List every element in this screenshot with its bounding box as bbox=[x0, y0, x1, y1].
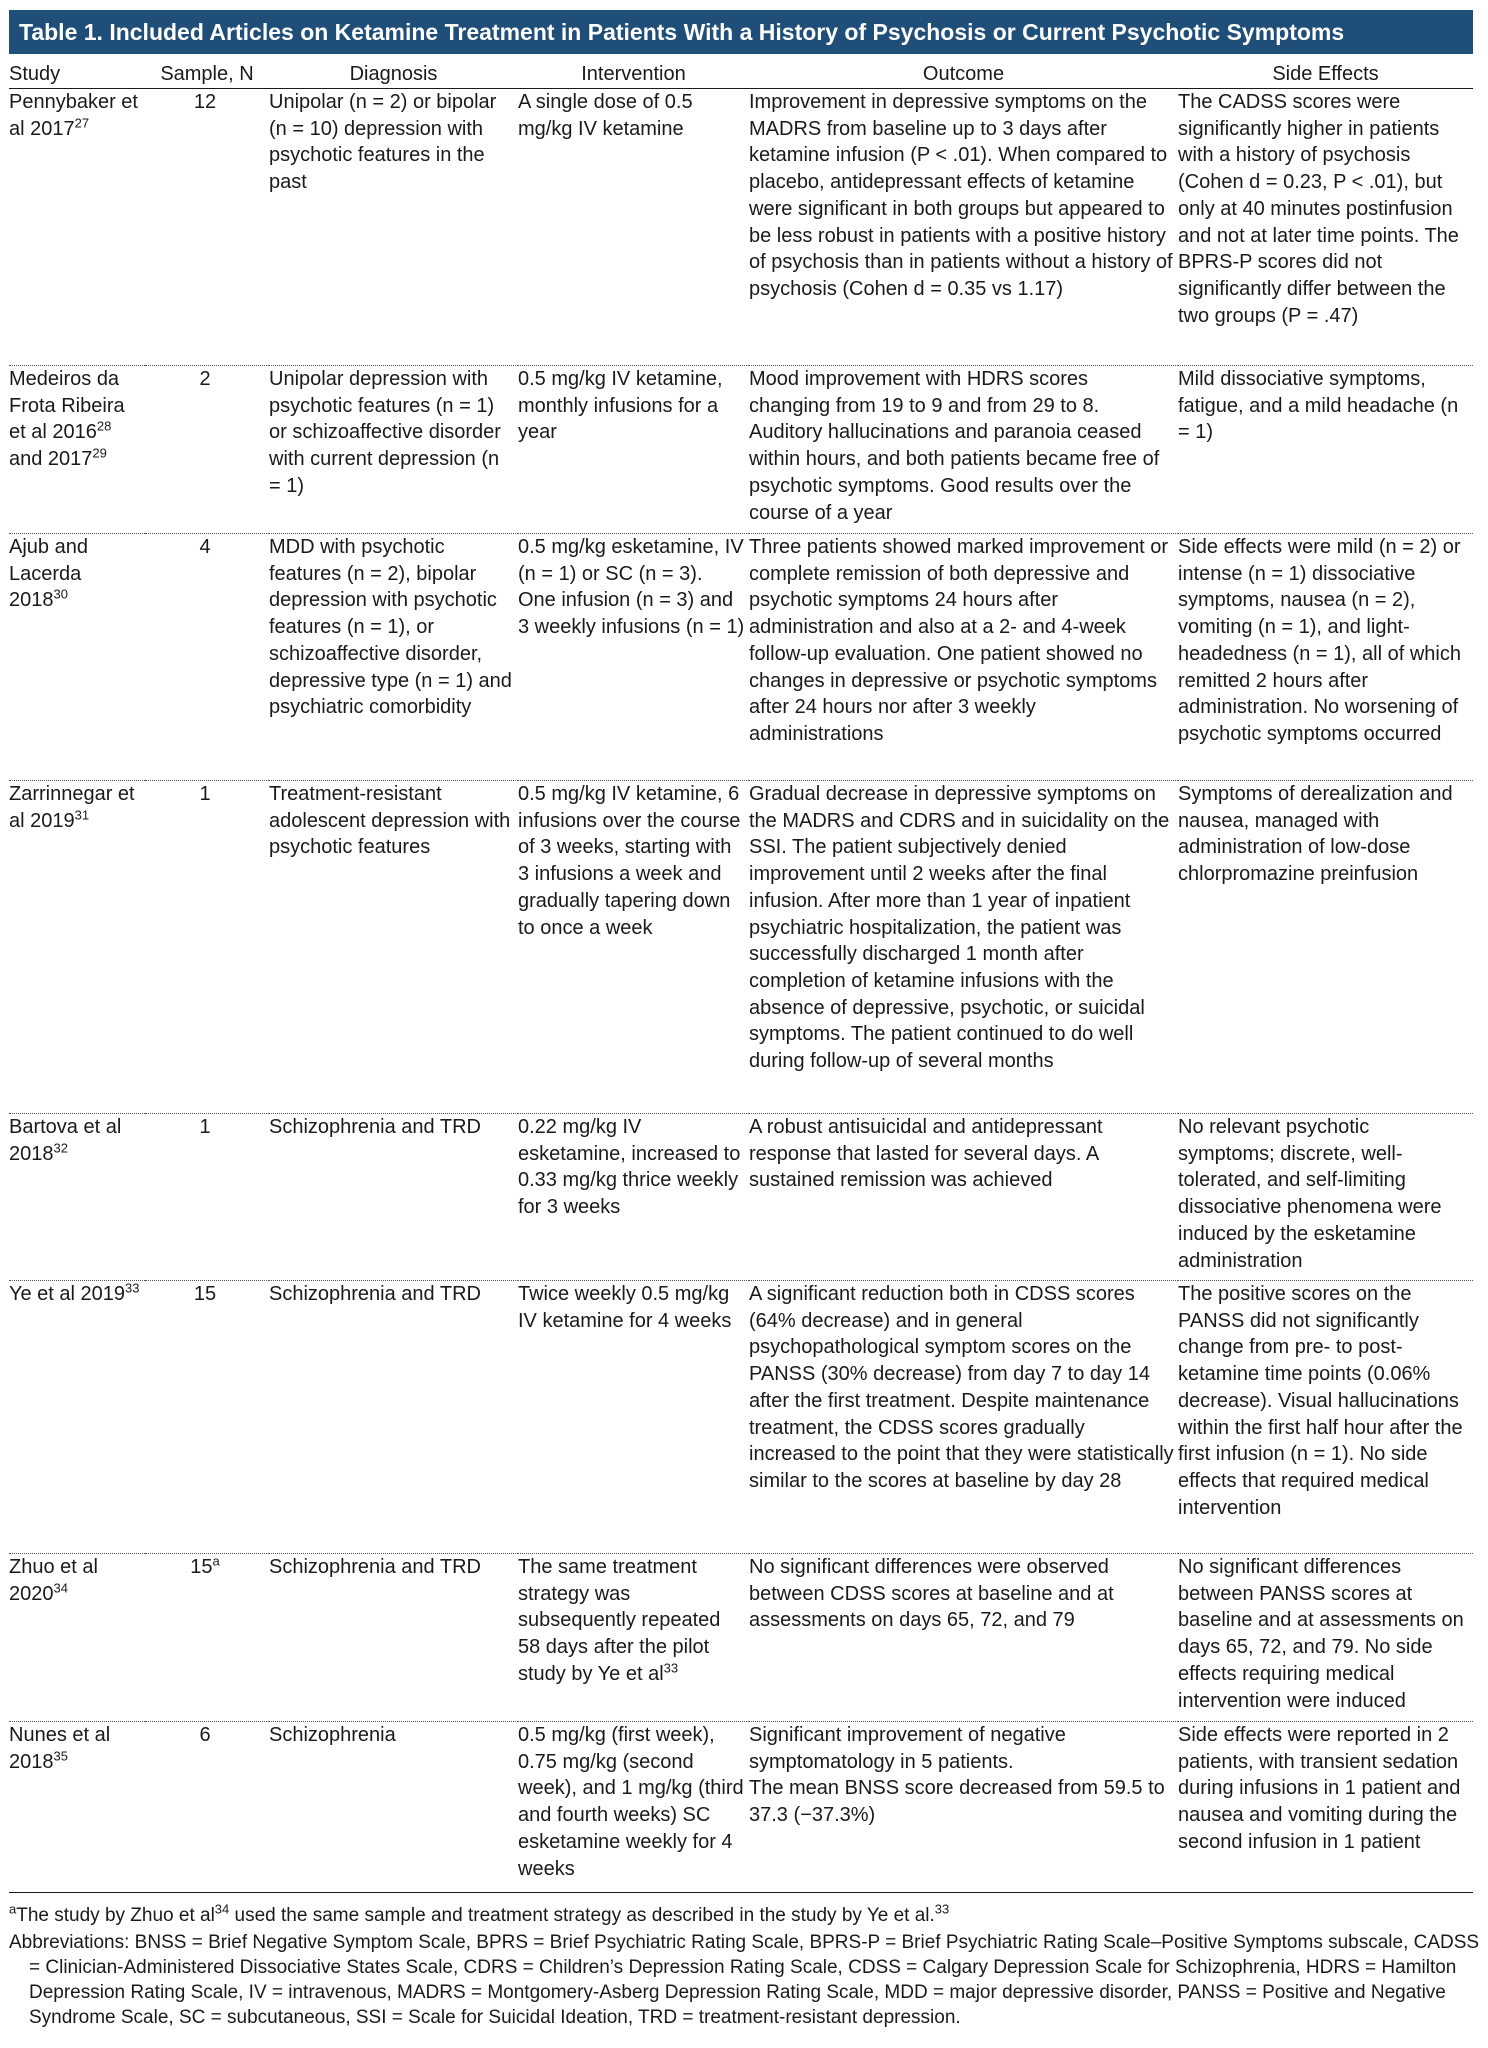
side-effects-cell: No relevant psychotic symptoms; discrete, well-tolerated, and self-limiting dissociative phenomena were induced by the esketamine administration bbox=[1178, 1114, 1473, 1281]
footnote-text-continued: used the same sample and treatment strategy as described in the study by Ye et al. bbox=[229, 1905, 935, 1926]
intervention-cell: 0.5 mg/kg IV ketamine, monthly infusions for a year bbox=[518, 366, 749, 534]
side-effects-cell: Side effects were mild (n = 2) or intense (n = 1) dissociative symptoms, nausea (n = 2), vomiting (n = 1), and light-headedness (n = 1), all of which remitted 2 hours after administration. No worsening of psychotic symptoms occurred bbox=[1178, 534, 1473, 781]
study-text: Zhuo et al 2020 bbox=[9, 1556, 98, 1605]
sample-cell bbox=[145, 1281, 269, 1554]
header-row bbox=[9, 60, 1473, 89]
study-cell bbox=[9, 89, 145, 366]
reference-number: 28 bbox=[96, 418, 112, 434]
intervention-cell: 0.22 mg/kg IV esketamine, increased to 0.33 mg/kg thrice weekly for 3 weeks bbox=[518, 1114, 749, 1281]
sample-cell bbox=[145, 1722, 269, 1893]
footnote-marker: a bbox=[9, 1901, 17, 1917]
sample-text: 6 bbox=[199, 1724, 211, 1746]
intervention-cell: 0.5 mg/kg (first week), 0.75 mg/kg (second week), and 1 mg/kg (third and fourth weeks) SC esketamine weekly for 4 weeks bbox=[518, 1722, 749, 1893]
study-text: Nunes et al 2018 bbox=[9, 1724, 111, 1773]
side-effects-cell: Side effects were reported in 2 patients, with transient sedation during infusions in 1 patient and nausea and vomiting during the second infusion in 1 patient bbox=[1178, 1722, 1473, 1893]
column-header-outcome: Outcome bbox=[749, 60, 1178, 89]
reference-number: 33 bbox=[934, 1901, 950, 1917]
diagnosis-cell: MDD with psychotic features (n = 2), bipolar depression with psychotic features (n = 1), or schizoaffective disorder, depressive type (n = 1) and psychiatric comorbidity bbox=[269, 534, 518, 781]
table-row bbox=[9, 1114, 1473, 1281]
reference-number: 35 bbox=[53, 1748, 68, 1764]
diagnosis-cell: Unipolar (n = 2) or bipolar (n = 10) depression with psychotic features in the past bbox=[269, 89, 518, 366]
intervention-cell: Twice weekly 0.5 mg/kg IV ketamine for 4 weeks bbox=[518, 1281, 749, 1554]
sample-cell bbox=[145, 781, 269, 1114]
table-title: Table 1. Included Articles on Ketamine Treatment in Patients With a History of Psychosis or Current Psychotic Symptoms bbox=[9, 10, 1473, 54]
outcome-cell: Three patients showed marked improvement or complete remission of both depressive and psychotic symptoms 24 hours after administration and also at a 2- and 4-week follow-up evaluation. One patient showed no changes in depressive or psychotic symptoms after 24 hours nor after 3 weekly administrations bbox=[749, 534, 1178, 781]
side-effects-cell: The CADSS scores were significantly higher in patients with a history of psychosis (Cohen d = 0.23, P < .01), but only at 40 minutes postinfusion and not at later time points. The BPRS-P scores did not significantly differ between the two groups (P = .47) bbox=[1178, 89, 1473, 366]
sample-text: 15 bbox=[193, 1283, 217, 1305]
abbreviations-note: Abbreviations: BNSS = Brief Negative Symptom Scale, BPRS = Brief Psychiatric Rating Scale, BPRS-P = Brief Psychiatric Rating Scale–Positive Symptoms subscale, CADSS = Clinician-Administered Dissociative States Scale, CDRS = Children’s Depression Rating Scale, CDSS = Calgary Depression Scale for Schizophrenia, HDRS = Hamilton Depression Rating Scale, IV = intravenous, MADRS = Montgomery-Asberg Depression Rating Scale, MDD = major depressive disorder, PANSS = Positive and Negative Syndrome Scale, SC = subcutaneous, SSI = Scale for Suicidal Ideation, TRD = treatment-resistant depression. bbox=[9, 1932, 1480, 2028]
study-text: Ajub and Lacerda 2018 bbox=[9, 536, 88, 612]
outcome-cell: Improvement in depressive symptoms on the MADRS from baseline up to 3 days after ketamine infusion (P < .01). When compared to placebo, antidepressant effects of ketamine were significant in both groups but appeared to be less robust in patients with a positive history of psychosis than in patients without a history of psychosis (Cohen d = 0.35 vs 1.17) bbox=[749, 89, 1178, 366]
side-effects-cell: Mild dissociative symptoms, fatigue, and a mild headache (n = 1) bbox=[1178, 366, 1473, 534]
reference-number: 34 bbox=[214, 1901, 230, 1917]
study-cell bbox=[9, 1114, 145, 1281]
diagnosis-cell: Schizophrenia and TRD bbox=[269, 1114, 518, 1281]
outcome-cell: Mood improvement with HDRS scores changing from 19 to 9 and from 29 to 8. Auditory hallucinations and paranoia ceased within hours, and both patients became free of psychotic symptoms. Good results over the course of a year bbox=[749, 366, 1178, 534]
side-effects-cell: No significant differences between PANSS scores at baseline and at assessments on days 65, 72, and 79. No side effects requiring medical intervention were induced bbox=[1178, 1554, 1473, 1722]
study-cell bbox=[9, 366, 145, 534]
study-cell bbox=[9, 1281, 145, 1554]
intervention-text: The same treatment strategy was subsequently repeated 58 days after the pilot study by Ye et al bbox=[518, 1556, 721, 1685]
diagnosis-cell: Treatment-resistant adolescent depression with psychotic features bbox=[269, 781, 518, 1114]
sample-text: 4 bbox=[199, 536, 211, 558]
articles-table bbox=[9, 60, 1473, 1893]
sample-text: 15 bbox=[190, 1556, 213, 1578]
outcome-cell: A robust antisuicidal and antidepressant response that lasted for several days. A sustained remission was achieved bbox=[749, 1114, 1178, 1281]
reference-number: 34 bbox=[53, 1580, 68, 1596]
study-cell bbox=[9, 1722, 145, 1893]
outcome-cell: No significant differences were observed between CDSS scores at baseline and at assessments on days 65, 72, and 79 bbox=[749, 1554, 1178, 1722]
sample-cell bbox=[145, 534, 269, 781]
study-text-continued: and 2017 bbox=[9, 448, 93, 471]
intervention-cell bbox=[518, 1554, 749, 1722]
reference-number: 29 bbox=[92, 445, 107, 461]
sample-cell bbox=[145, 1114, 269, 1281]
table-row bbox=[9, 1554, 1473, 1722]
diagnosis-cell: Schizophrenia and TRD bbox=[269, 1554, 518, 1722]
intervention-cell: A single dose of 0.5 mg/kg IV ketamine bbox=[518, 89, 749, 366]
table-row bbox=[9, 781, 1473, 1114]
study-cell bbox=[9, 534, 145, 781]
sample-cell bbox=[145, 366, 269, 534]
sample-cell bbox=[145, 89, 269, 366]
column-header-study: Study bbox=[9, 60, 145, 89]
study-cell bbox=[9, 1554, 145, 1722]
table-row bbox=[9, 89, 1473, 366]
table-row bbox=[9, 1722, 1473, 1893]
sample-text: 2 bbox=[199, 368, 211, 390]
reference-number: 32 bbox=[53, 1140, 68, 1156]
study-cell bbox=[9, 781, 145, 1114]
study-text: Bartova et al 2018 bbox=[9, 1116, 122, 1165]
column-header-intervention: Intervention bbox=[518, 60, 749, 89]
reference-number: 27 bbox=[74, 115, 90, 131]
sample-text: 12 bbox=[193, 91, 217, 113]
intervention-cell: 0.5 mg/kg IV ketamine, 6 infusions over the course of 3 weeks, starting with 3 infusions a week and gradually tapering down to once a week bbox=[518, 781, 749, 1114]
sample-text: 1 bbox=[199, 783, 211, 805]
reference-number: 31 bbox=[74, 807, 90, 823]
table-row bbox=[9, 366, 1473, 534]
study-text: Ye et al 2019 bbox=[9, 1283, 126, 1305]
sample-cell bbox=[145, 1554, 269, 1722]
study-text: Zarrinnegar et al 2019 bbox=[9, 783, 135, 832]
sample-text: 1 bbox=[199, 1116, 211, 1138]
intervention-cell: 0.5 mg/kg esketamine, IV (n = 1) or SC (n = 3). One infusion (n = 3) and 3 weekly infusions (n = 1) bbox=[518, 534, 749, 781]
outcome-cell: Gradual decrease in depressive symptoms on the MADRS and CDRS and in suicidality on the SSI. The patient subjectively denied improvement until 2 weeks after the final infusion. After more than 1 year of inpatient psychiatric hospitalization, the patient was successfully discharged 1 month after completion of ketamine infusions with the absence of depressive, psychotic, or suicidal symptoms. The patient continued to do well during follow-up of several months bbox=[749, 781, 1178, 1114]
side-effects-cell: Symptoms of derealization and nausea, managed with administration of low-dose chlorpromazine preinfusion bbox=[1178, 781, 1473, 1114]
column-header-side-effects: Side Effects bbox=[1178, 60, 1473, 89]
table-row bbox=[9, 1281, 1473, 1554]
footnote-text: The study by Zhuo et al bbox=[16, 1905, 215, 1926]
diagnosis-cell: Schizophrenia and TRD bbox=[269, 1281, 518, 1554]
reference-number: 33 bbox=[663, 1660, 679, 1676]
side-effects-cell: The positive scores on the PANSS did not significantly change from pre- to post-ketamine time points (0.06% decrease). Visual hallucinations within the first half hour after the first infusion (n = 1). No side effects that required medical intervention bbox=[1178, 1281, 1473, 1554]
outcome-cell bbox=[749, 1722, 1178, 1893]
outcome-cell: A significant reduction both in CDSS scores (64% decrease) and in general psychopathological symptom scores on the PANSS (30% decrease) from day 7 to day 14 after the first treatment. Despite maintenance treatment, the CDSS scores gradually increased to the point that they were statistically similar to the scores at baseline by day 28 bbox=[749, 1281, 1178, 1554]
reference-number: 30 bbox=[53, 586, 68, 602]
study-text: Pennybaker et al 2017 bbox=[9, 91, 138, 140]
footnote-marker: a bbox=[212, 1553, 220, 1569]
column-header-diagnosis: Diagnosis bbox=[269, 60, 518, 89]
study-text: Medeiros da Frota Ribeira et al 2016 bbox=[9, 368, 125, 444]
outcome-text: Significant improvement of negative symptomatology in 5 patients. bbox=[749, 1724, 1066, 1773]
diagnosis-cell: Schizophrenia bbox=[269, 1722, 518, 1893]
footnote bbox=[9, 1903, 1473, 1928]
diagnosis-cell: Unipolar depression with psychotic features (n = 1) or schizoaffective disorder with current depression (n = 1) bbox=[269, 366, 518, 534]
reference-number: 33 bbox=[125, 1280, 140, 1296]
column-header-sample: Sample, N bbox=[145, 60, 269, 89]
table-row bbox=[9, 534, 1473, 781]
outcome-text-continued: The mean BNSS score decreased from 59.5 to 37.3 (−37.3%) bbox=[749, 1777, 1165, 1827]
